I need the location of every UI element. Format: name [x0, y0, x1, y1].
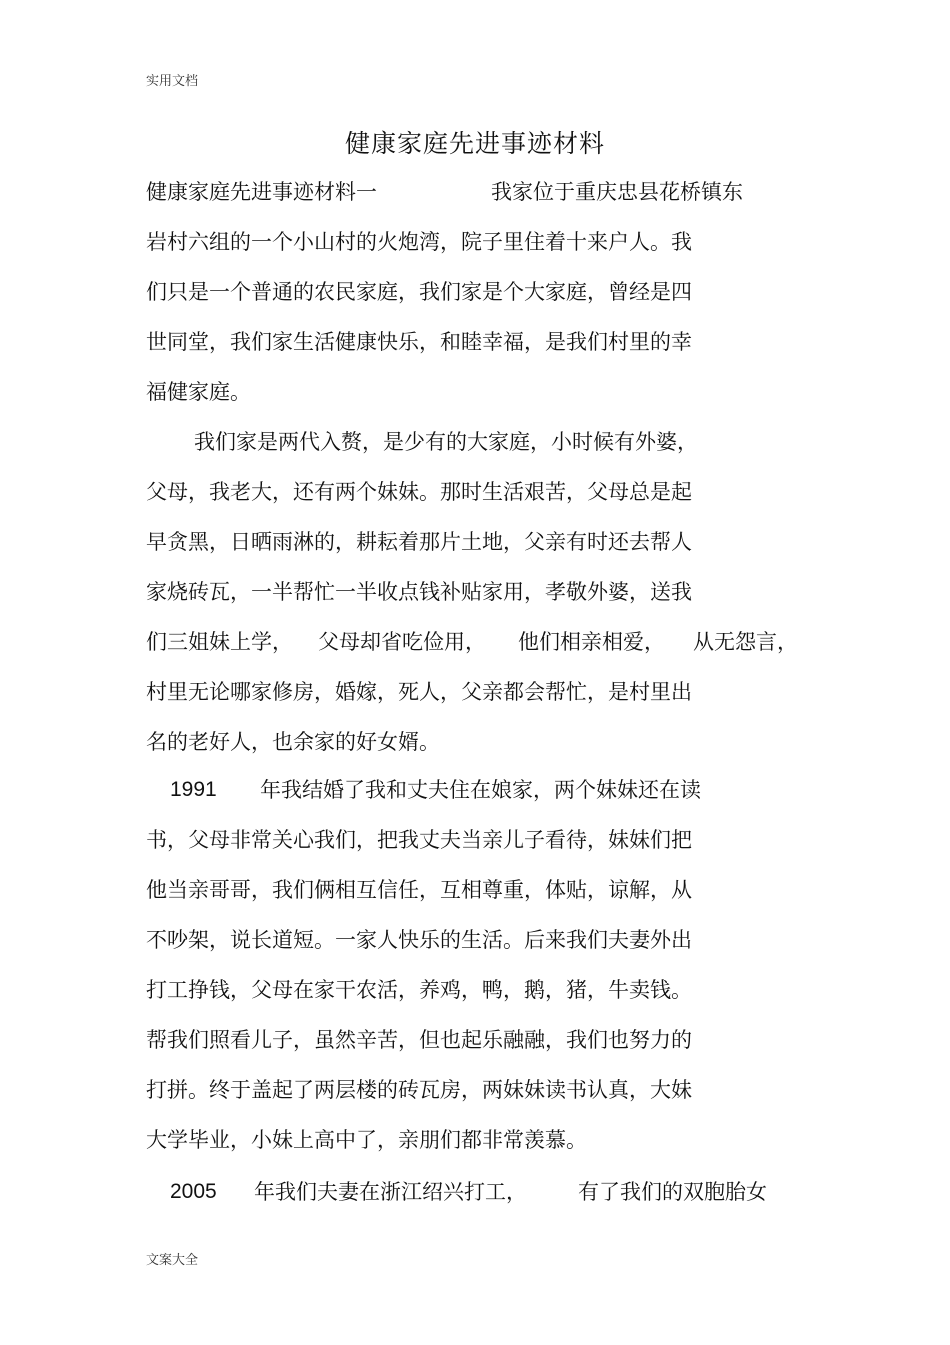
text-line: 岩村六组的一个小山村的火炮湾，院子里住着十来户人。我	[146, 230, 692, 254]
text-line: 他当亲哥哥，我们俩相互信任，互相尊重，体贴，谅解，从	[146, 878, 692, 902]
page-footer: 文案大全	[146, 1253, 199, 1268]
text-line: 家烧砖瓦，一半帮忙一半收点钱补贴家用，孝敬外婆，送我	[146, 580, 692, 604]
text-line: 福健家庭。	[146, 380, 251, 404]
text-line: 们三姐妹上学，	[146, 630, 293, 654]
text-line: 大学毕业，小妹上高中了，亲朋们都非常羡慕。	[146, 1128, 587, 1152]
text-line: 打工挣钱，父母在家干农活，养鸡，鸭，鹅，猪，牛卖钱。	[146, 978, 692, 1002]
text-line: 打拼。终于盖起了两层楼的砖瓦房，两妹妹读书认真，大妹	[146, 1078, 692, 1102]
text-line: 们只是一个普通的农民家庭，我们家是个大家庭，曾经是四	[146, 280, 692, 304]
text-line: 他们相亲相爱，	[518, 630, 665, 654]
text-line: 从无怨言，	[693, 630, 798, 654]
page-header: 实用文档	[146, 74, 199, 89]
document-title: 健康家庭先进事迹材料	[344, 129, 605, 158]
text-line: 我家位于重庆忠县花桥镇东	[491, 180, 743, 204]
text-line: 不吵架，说长道短。一家人快乐的生活。后来我们夫妻外出	[146, 928, 692, 952]
text-line: 村里无论哪家修房，婚嫁，死人，父亲都会帮忙，是村里出	[146, 680, 692, 704]
text-line: 年我结婚了我和丈夫住在娘家，两个妹妹还在读	[260, 778, 701, 802]
text-line: 我们家是两代入赘，是少有的大家庭，小时候有外婆，	[194, 430, 698, 454]
year-number: 2005	[170, 1180, 217, 1203]
text-line: 世同堂，我们家生活健康快乐，和睦幸福，是我们村里的幸	[146, 330, 692, 354]
year-number: 1991	[170, 778, 217, 801]
text-line: 年我们夫妻在浙江绍兴打工，	[254, 1180, 527, 1204]
text-line: 有了我们的双胞胎女	[578, 1180, 767, 1204]
text-line: 父母却省吃俭用，	[318, 630, 486, 654]
text-line: 书，父母非常关心我们，把我丈夫当亲儿子看待，妹妹们把	[146, 828, 692, 852]
text-line: 父母，我老大，还有两个妹妹。那时生活艰苦，父母总是起	[146, 480, 692, 504]
text-line: 早贪黑，日晒雨淋的，耕耘着那片土地，父亲有时还去帮人	[146, 530, 692, 554]
text-line: 帮我们照看儿子，虽然辛苦，但也起乐融融，我们也努力的	[146, 1028, 692, 1052]
text-line: 健康家庭先进事迹材料一	[146, 180, 377, 204]
text-line: 名的老好人，也余家的好女婿。	[146, 730, 440, 754]
